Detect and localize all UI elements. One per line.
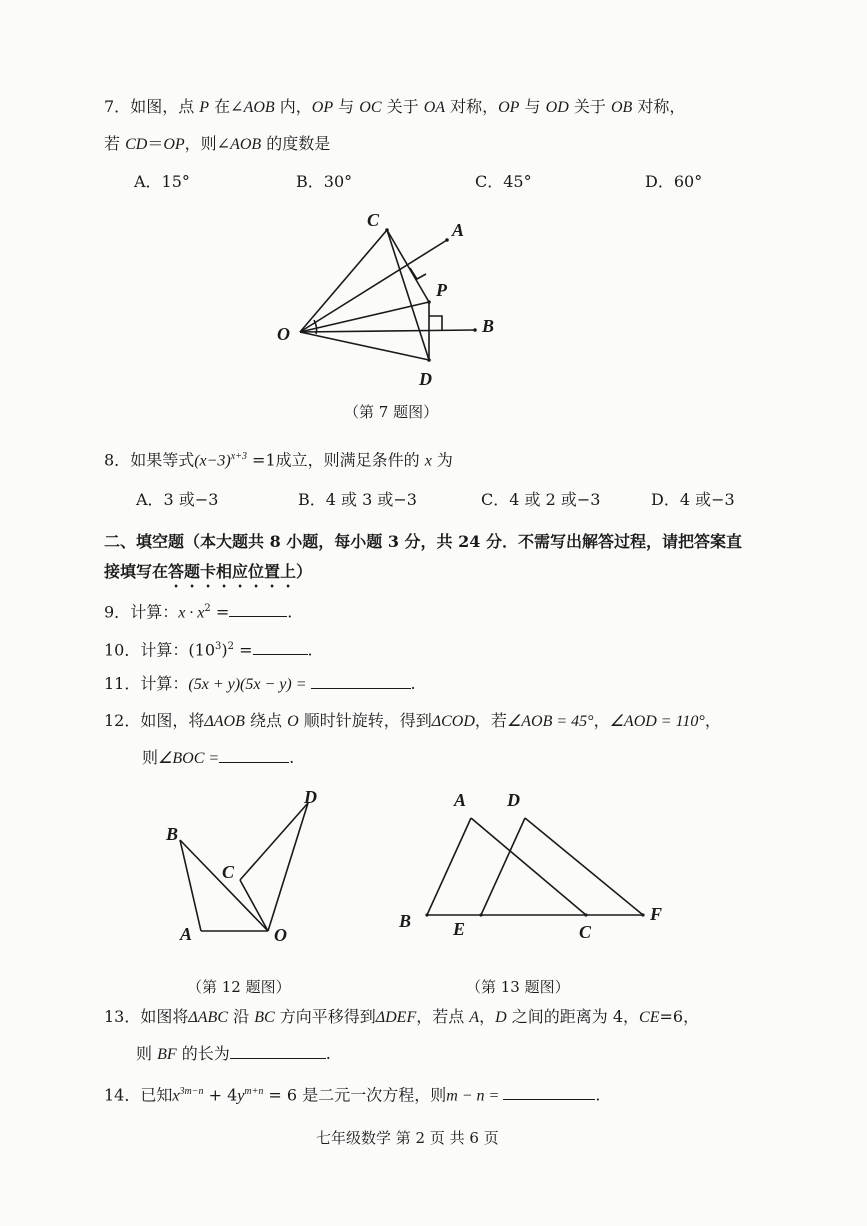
q14-answer-blank[interactable] xyxy=(503,1085,595,1100)
q10-line: 10．计算：$(10^3)^2$ = . xyxy=(104,640,313,660)
q8-line: 8．如果等式$(x-3)^{x+3} =1$成立，则满足条件的 x 为 xyxy=(104,450,453,470)
q7-figure xyxy=(260,200,520,400)
q8-option-b: B．4 或 3 或−3 xyxy=(298,490,417,509)
section2-title: 二、填空题（本大题共 8 小题，每小题 3 分，共 24 分．不需写出解答过程，请把答案直 xyxy=(104,532,742,551)
label-d: D xyxy=(507,790,520,810)
q13-figure xyxy=(390,785,680,955)
label-c: C xyxy=(367,210,380,230)
label-a: A xyxy=(452,220,465,240)
q7-caption: （第 7 题图） xyxy=(344,403,439,421)
q7-line2: 若 CD＝OP，则∠AOB 的度数是 xyxy=(104,134,331,153)
segment-cd xyxy=(387,230,429,360)
q12-answer-blank[interactable] xyxy=(219,748,289,763)
segment-op xyxy=(300,302,429,332)
ray-ob xyxy=(300,330,475,332)
label-p: P xyxy=(436,280,447,300)
q13-answer-blank[interactable] xyxy=(230,1044,326,1059)
label-d: D xyxy=(419,369,432,389)
segment-ab xyxy=(427,818,471,915)
q7-option-c: C．45° xyxy=(475,172,532,191)
q10-answer-blank[interactable] xyxy=(253,640,308,655)
q9-line: 9．计算：$x \cdot x^2$ = . xyxy=(104,602,293,622)
q12-caption: （第 12 题图） xyxy=(187,978,291,996)
label-o: O xyxy=(277,324,290,344)
segment-df xyxy=(525,818,643,915)
q11-answer-blank[interactable] xyxy=(311,674,411,689)
segment-od xyxy=(268,803,308,931)
q12-line2: 则∠BOC = . xyxy=(142,748,295,767)
q7-option-a: A．15° xyxy=(134,172,190,191)
label-b: B xyxy=(166,824,179,844)
segment-ba xyxy=(180,840,201,931)
segment-od xyxy=(300,332,429,360)
q8-option-c: C．4 或 2 或−3 xyxy=(481,490,601,509)
label-c: C xyxy=(222,862,235,882)
label-a: A xyxy=(180,924,193,944)
segment-oc xyxy=(300,230,387,332)
segment-cp xyxy=(387,230,429,302)
q8-option-d: D．4 或−3 xyxy=(651,490,735,509)
q13-line2: 则 BF 的长为 . xyxy=(136,1044,331,1063)
label-o: O xyxy=(274,925,287,945)
right-angle-mark-b xyxy=(429,316,442,330)
ray-oa xyxy=(300,240,447,332)
label-d: D xyxy=(304,787,317,807)
segment-bo xyxy=(180,840,268,931)
q8-option-a: A．3 或−3 xyxy=(136,490,219,509)
label-c: C xyxy=(579,922,592,942)
label-a: A xyxy=(454,790,467,810)
q12-figure xyxy=(160,785,340,955)
page-footer: 七年级数学 第 2 页 共 6 页 xyxy=(316,1129,499,1147)
q11-line: 11．计算：(5x + y)(5x − y) = . xyxy=(104,674,416,693)
q13-caption: （第 13 题图） xyxy=(466,978,570,996)
section2-line2: 接填写在答题卡相应位置上） xyxy=(104,562,313,581)
q13-line1: 13．如图将ΔABC 沿 BC 方向平移得到ΔDEF，若点 A，D 之间的距离为 4，CE=6， xyxy=(104,1007,700,1026)
q9-answer-blank[interactable] xyxy=(229,602,287,617)
label-b: B xyxy=(482,316,495,336)
segment-cd xyxy=(240,803,308,880)
label-e: E xyxy=(453,919,466,939)
q14-line: 14．已知$x^{3m-n} + 4y^{m+n} = 6$ 是二元一次方程，则m − n = . xyxy=(104,1085,601,1105)
q7-option-b: B．30° xyxy=(296,172,353,191)
q7-line1: 7．如图，点 P 在∠AOB 内，OP 与 OC 关于 OA 对称，OP 与 OD 关于 OB 对称， xyxy=(104,97,686,116)
q7-option-d: D．60° xyxy=(645,172,703,191)
label-f: F xyxy=(650,904,663,924)
q12-line1: 12．如图，将ΔAOB 绕点 O 顺时针旋转，得到ΔCOD，若∠AOB = 45°，∠AOD = 110°， xyxy=(104,711,721,730)
label-b: B xyxy=(399,911,412,931)
